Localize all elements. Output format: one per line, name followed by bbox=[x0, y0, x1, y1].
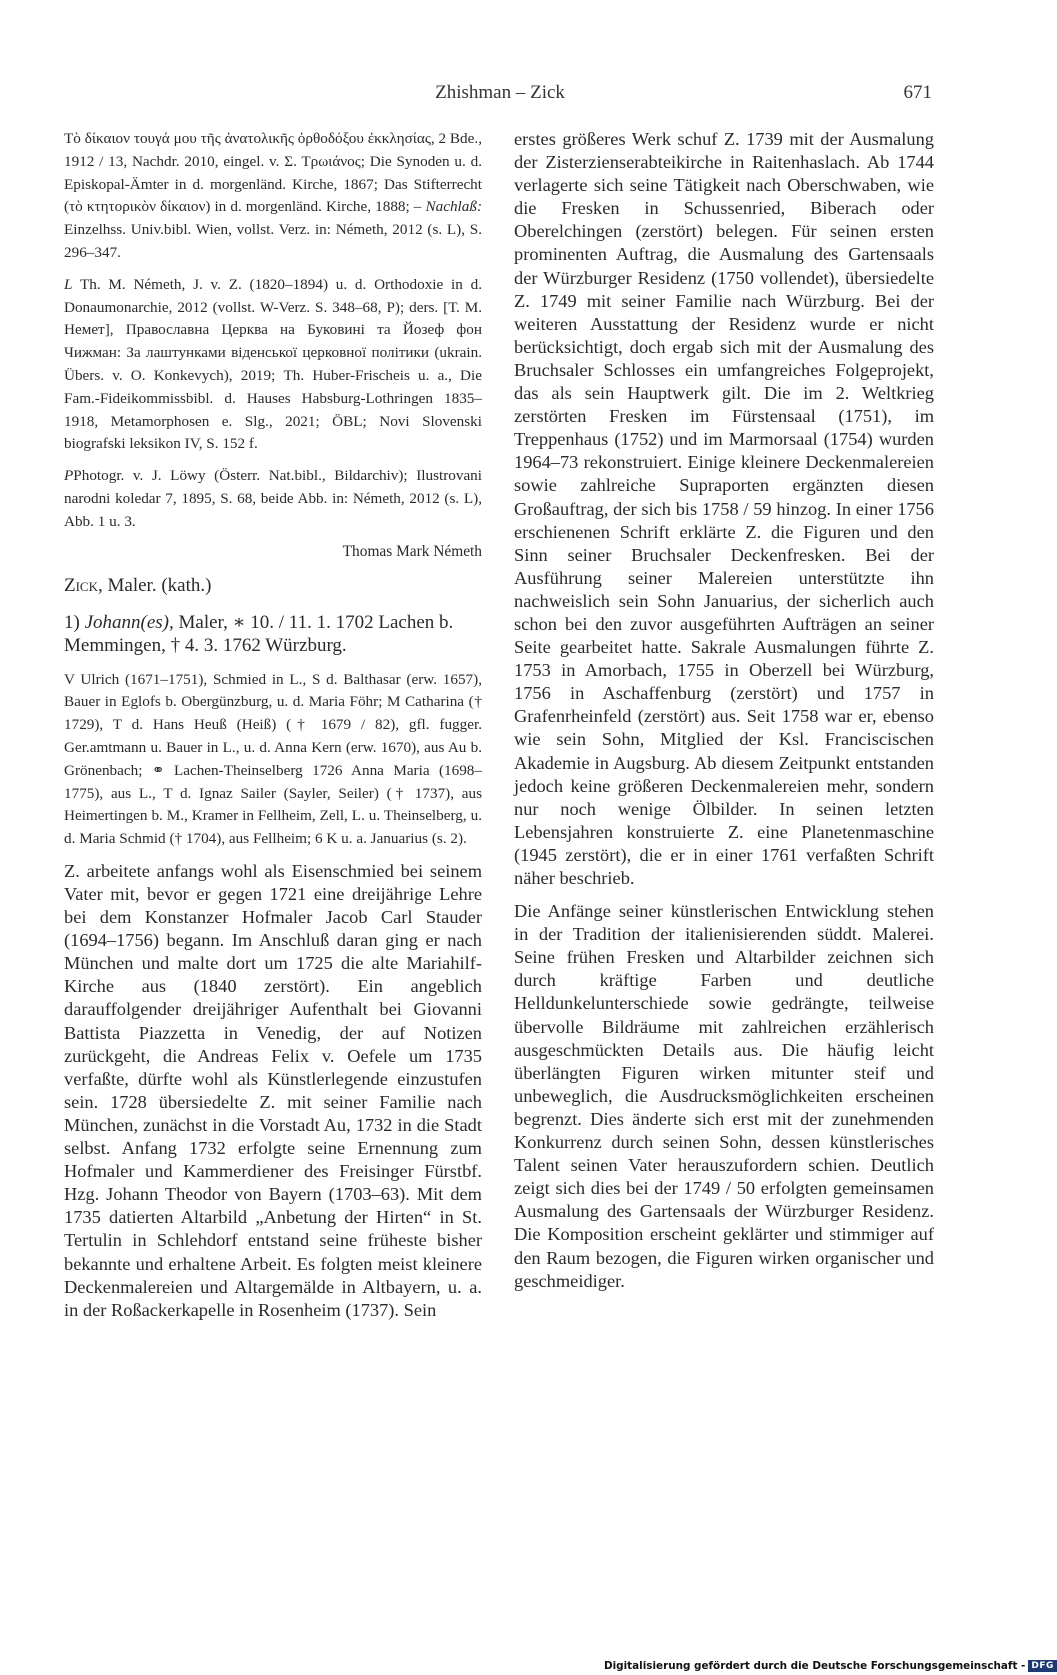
body-paragraph: Die Anfänge seiner künstlerischen Entwicklung stehen in der Tradition der italienisierenden süddt. Malerei. Seine frühen Fresken und Altarbilder zeichnen sich durch kräftige Farben und deutliche Helldunkelunterschiede sowie gedrängte, teilweise übervolle Bildräume mit zahlreichen erzählerisch ausgeschmückten Details aus. Die häufig leicht überlängten Figuren wirken mitunter steif und unbeweglich, die Ausdrucksmöglichkeiten erscheinen begrenzt. Dies änderte sich erst mit der zunehmenden Konkurrenz durch seinen Sohn, dessen künstlerisches Talent seinen Vater herauszufordern schien. Deutlich zeigt sich dies bei der 1749 / 50 erfolgten gemeinsamen Ausmalung des Gartensaals der Würzburger Residenz. Die Komposition erscheint geklärter und stimmiger auf den Raum bezogen, die Figuren wirken organischer und geschmeidiger. bbox=[514, 901, 934, 1291]
body-paragraph: Z. arbeitete anfangs wohl als Eisenschmied bei seinem Vater mit, bevor er gegen 1721 eine dreijährige Lehre bei dem Konstanzer Hofmaler Jacob Carl Stauder (1694–1756) begann. Im Anschluß daran ging er nach München und malte dort um 1725 die alte Mariahilf-Kirche aus (1840 zerstört). Ein angeblich darauffolgender dreijähriger Aufenthalt bei Giovanni Battista Piazzetta in Venedig, der auf Notizen zurückgeht, die Andreas Felix v. Oefele um 1735 verfaßte, dürfte wohl als Künstlerlegende einzustufen sein. 1728 übersiedelte Z. mit seiner Familie nach München, zunächst in die Vorstadt Au, 1732 in die Stadt selbst. Anfang 1732 erfolgte seine Ernennung zum Hofmaler und Kammerdiener des Freisinger Fürstbf. Hzg. Johann Theodor von Bayern (1703–63). Mit dem 1735 datierten Altarbild „Anbetung der Hirten“ in St. Tertulin in Schlehdorf entstand seine früheste bisher bekannte und erhaltene Arbeit. Es folgten meist kleinere Deckenmalereien und Altargemälde in Altbayern, u. a. in der Roßackerkapelle in Rosenheim (1737). Sein bbox=[64, 860, 482, 1320]
nachlass-label: Nachlaß: bbox=[425, 198, 483, 216]
subentry-heading bbox=[64, 611, 482, 657]
entry-description: , Maler. (kath.) bbox=[98, 574, 212, 596]
literature-text: Th. M. Németh, J. v. Z. (1820–1894) u. d. Orthodoxie in d. Donaumonarchie, 2012 (vollst. W-Verz. S. 348–68, P); ders. [Т. М. Немет], Православна Церква на Буковині та Йозеф фон Чижман: За лаштунками віденської церковної політики (ukrain. Übers. v. O. Konkevych), 2019; Th. Huber-Frischeis u. a., Die Fam.-Fideikommissbibl. d. Hauses Habsburg-Lothringen 1835–1918, Metamorphosen e. Slg., 2021; ÖBL; Novi Slovenski biografski leksikon IV, S. 152 f. bbox=[64, 275, 482, 453]
subentry-name: Johann(es), bbox=[84, 611, 174, 633]
left-column bbox=[64, 128, 482, 1332]
literature bbox=[64, 274, 482, 456]
body-paragraph: erstes größeres Werk schuf Z. 1739 mit der Ausmalung der Zisterzienserabteikirche in Raitenhaslach. Ab 1744 verlagerte sich seine Tätigkeit nach Oberschwaben, wie die Fresken in Schussenried, Biberach oder Oberelchingen (zerstört) belegen. Für seinen ersten prominenten Auftrag, die Ausmalung des Gartensaals der Würzburger Residenz (1750 vollendet), übersiedelte Z. 1749 mit seiner Familie nach Würzburg. Bei der weiteren Ausstattung der Residenz wurde er nicht berücksichtigt, doch ergab sich mit der Ausmalung des Bruchsaler Schlosses ein umfangreiches Folgeprojekt, das als sein Hauptwerk gilt. Die im 2. Weltkrieg zerstörten Fresken im Fürstensaal (1751), im Treppenhaus (1752) und im Marmorsaal (1754) wurden 1964–73 rekonstruiert. Einige kleinere Deckenmalereien sowie zahlreiche Supraporten ergänzten diesen Großauftrag, der sich bis 1758 / 59 hinzog. In einer 1756 erschienenen Schrift erklärte Z. die Figuren und den Sinn seiner Bruchsaler Deckenfresken. Bei der Ausführung seiner Malereien unterstützte ihn nachweislich sein Sohn Januarius, der sicherlich auch schon bei den zuvor ausgeführten Aufträgen an seiner Seite gearbeitet hatte. Sakrale Ausmalungen führte Z. 1753 in Amorbach, 1755 in Oberzell bei Würzburg, 1756 in Aschaffenburg (zerstört) und 1757 in Grafenrheinfeld (zerstört) aus. Seit 1758 war er, ebenso wie sein Sohn, Mitglied der Ksl. Franciscischen Akademie in Augsburg. Ab diesem Zeitpunkt entstanden jedoch keine größeren Deckenmalereien mehr, sondern nur noch wenige Ölbilder. In seinen letzten Lebensjahren konstruierte Z. eine Planetenmaschine (1945 zerstört), die er in einer 1761 verfaßten Schrift näher beschrieb. bbox=[514, 129, 934, 888]
running-head: Zhishman – Zick bbox=[435, 82, 565, 103]
entry-heading bbox=[64, 575, 482, 597]
portraits bbox=[64, 465, 482, 533]
digitization-footer bbox=[604, 1658, 1054, 1674]
article-author: Thomas Mark Németh bbox=[342, 542, 482, 560]
right-column bbox=[514, 128, 934, 1303]
portraits-label: P bbox=[64, 467, 74, 485]
works-list bbox=[64, 128, 482, 265]
footer-text: Digitalisierung gefördert durch die Deutsche Forschungsgemeinschaft - bbox=[604, 1660, 1026, 1672]
literature-label: L bbox=[64, 275, 73, 293]
genealogy: V Ulrich (1671–1751), Schmied in L., S d. Balthasar (erw. 1657), Bauer in Eglofs b. Obergünzburg, u. d. Maria Föhr; M Catharina († 1729), T d. Hans Heuß (Heiß) († 1679 / 82), gfl. fugger. Ger.amtmann u. Bauer in L., u. d. Anna Kern (erw. 1670), aus Au b. Grönenbach; ⚭ Lachen-Theinselberg 1726 Anna Maria (1698–1775), aus L., T d. Ignaz Sailer (Sayler, Seiler) († 1737), aus Heimertingen b. M., Kramer in Fellheim, Zell, L. u. Theinselberg, u. d. Maria Schmid († 1704), aus Fellheim; 6 K u. a. Januarius (s. 2). bbox=[64, 670, 482, 848]
nachlass-text: Einzelhss. Univ.bibl. Wien, vollst. Verz. in: Németh, 2012 (s. L), S. 296–347. bbox=[64, 221, 482, 261]
portraits-text: Photogr. v. J. Löwy (Österr. Nat.bibl., Bildarchiv); Ilustrovani narodni koledar 7, 1895, S. 68, beide Abb. in: Németh, 2012 (s. L), Abb. 1 u. 3. bbox=[64, 467, 482, 530]
page-header bbox=[0, 82, 1000, 110]
page-number: 671 bbox=[903, 82, 932, 103]
works-text: Τὸ δίκαιον τουγά μου τῆς ἀνατολικῆς ὀρθοδόξου ἐκκλησίας, 2 Bde., 1912 / 13, Nachdr. 2010, eingel. v. Σ. Τρωιάνος; Die Synoden u. d. Episkopal-Ämter in d. morgenländ. Kirche, 1867; Das Stifterrecht (τὸ κτητορικὸν δίκαιον) in d. morgenländ. Kirche, 1888; – bbox=[64, 130, 482, 216]
dfg-logo: DFG bbox=[1028, 1660, 1057, 1672]
subentry-number: 1) bbox=[64, 611, 80, 633]
subentry-description: Maler, ∗ 10. / 11. 1. 1702 Lachen b. Memmingen, † 4. 3. 1762 Würzburg. bbox=[64, 611, 454, 656]
entry-name: Zick bbox=[64, 574, 98, 596]
